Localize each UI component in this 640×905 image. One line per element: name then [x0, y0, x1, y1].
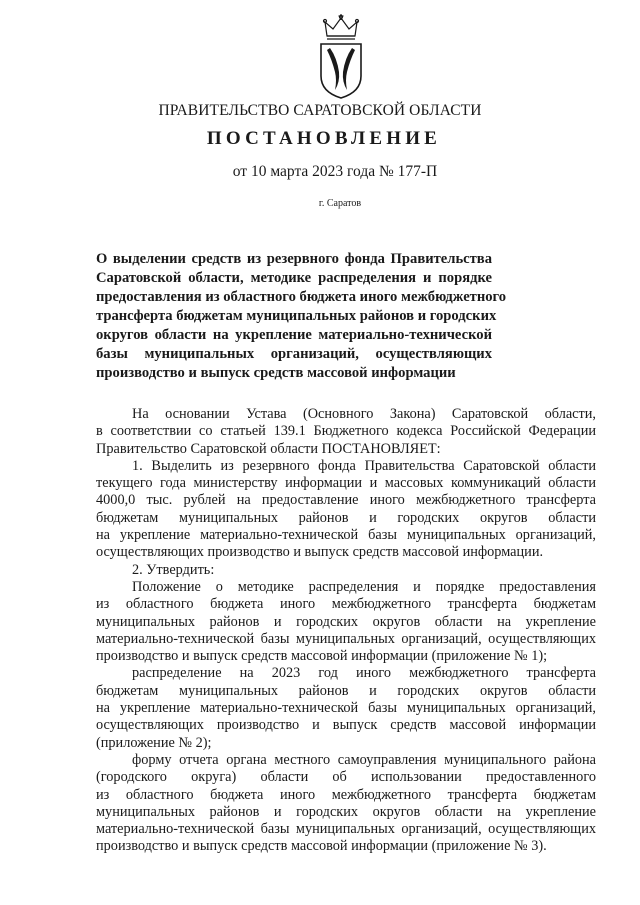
date-and-number: от 10 марта 2023 года № 177-П: [232, 163, 438, 180]
body-line: осуществляющих производство и выпуск средств массовой информации.: [96, 544, 544, 561]
body-line: На основании Устава (Основного Закона) Саратовской области,: [132, 406, 596, 422]
body-line: форму отчета органа местного самоуправления муниципального района: [132, 751, 596, 768]
document-type-title: ПОСТАНОВЛЕНИЕ: [206, 128, 442, 149]
body-line: из областного бюджета иного межбюджетного трансферта бюджетам: [96, 596, 596, 613]
body-line: на укрепление материально-технической базы муниципальных организаций,: [96, 527, 596, 544]
body-line: материально-технической базы муниципальных организаций, осуществляющих: [96, 630, 596, 647]
body-line: производство и выпуск средств массовой информации (приложение № 1);: [96, 648, 548, 665]
document-body: [96, 406, 596, 856]
body-line: (городского округа) области об использовании предоставленного: [96, 769, 596, 786]
body-line: Правительство Саратовской области ПОСТАНОВЛЯЕТ:: [96, 440, 441, 457]
body-line: на укрепление материально-технической базы муниципальных организаций,: [96, 700, 596, 717]
body-line: производство и выпуск средств массовой информации (приложение № 3).: [96, 838, 547, 855]
subject-line: трансферта бюджетам муниципальных районов и городских: [96, 308, 497, 324]
coat-of-arms-icon: [313, 14, 369, 100]
body-line: материально-технической базы муниципальных организаций, осуществляющих: [96, 821, 596, 838]
body-line: Положение о методике распределения и порядке предоставления: [132, 578, 596, 595]
subject-line: Саратовской области, методике распределения и порядке: [96, 270, 492, 286]
body-line: осуществляющих производство и выпуск средств массовой информации: [96, 717, 596, 734]
body-line: 2. Утвердить:: [132, 561, 215, 578]
body-line: муниципальных районов и городских округов области на укрепление: [96, 803, 596, 820]
body-line: муниципальных районов и городских округов области на укрепление: [96, 613, 596, 630]
body-line: текущего года министерству информации и массовых коммуникаций области: [96, 475, 596, 492]
subject-line: предоставления из областного бюджета иного межбюджетного: [96, 289, 507, 305]
subject-line: округов области на укрепление материально-технической: [96, 327, 492, 343]
body-line: в соответствии со статьей 139.1 Бюджетного кодекса Российской Федерации: [96, 423, 596, 440]
body-line: 1. Выделить из резервного фонда Правительства Саратовской области: [132, 457, 596, 474]
subject-line: производство и выпуск средств массовой информации: [96, 365, 456, 381]
body-line: распределение на 2023 год иного межбюджетного трансферта: [132, 665, 596, 682]
body-line: бюджетам муниципальных районов и городских округов области: [96, 682, 596, 699]
body-line: (приложение № 2);: [96, 734, 212, 751]
body-line: 4000,0 тыс. рублей на предоставление иного межбюджетного трансферта: [96, 492, 596, 509]
subject-line: О выделении средств из резервного фонда Правительства: [96, 251, 492, 267]
document-subject: [96, 250, 507, 383]
body-line: бюджетам муниципальных районов и городских округов области: [96, 509, 596, 526]
body-line: из областного бюджета иного межбюджетного трансферта бюджетам: [96, 786, 596, 803]
government-name: ПРАВИТЕЛЬСТВО САРАТОВСКОЙ ОБЛАСТИ: [158, 102, 482, 119]
subject-line: базы муниципальных организаций, осуществляющих: [96, 346, 492, 362]
city-label: г. Саратов: [318, 198, 362, 209]
